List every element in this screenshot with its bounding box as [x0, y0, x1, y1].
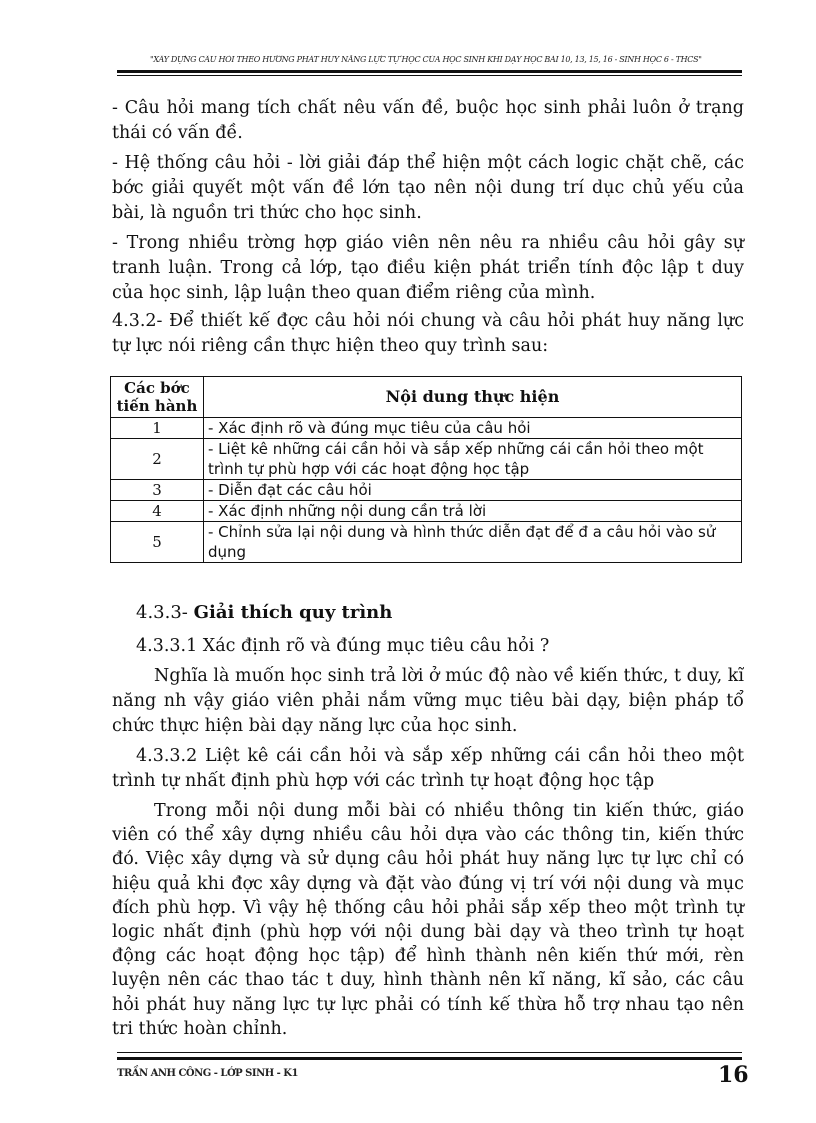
paragraph-design-procedure: 4.3.2- Để thiết kế đợc câu hỏi nói chung và câu hỏi phát huy năng lực tự lực nói riêng cần thực hiện theo quy trình sau: — [112, 311, 744, 356]
table-header-row — [111, 377, 742, 418]
section-heading — [136, 602, 392, 623]
table-cell-step: 4 — [111, 501, 204, 522]
procedure-table — [110, 376, 742, 563]
table-row — [111, 522, 742, 563]
table-cell-content: - Diễn đạt các câu hỏi — [204, 480, 742, 501]
table-row — [111, 501, 742, 522]
table-cell-content: - Xác định những nội dung cần trả lời — [204, 501, 742, 522]
paragraph-debate-questions: - Trong nhiều trờng hợp giáo viên nên nêu ra nhiều câu hỏi gây sự tranh luận. Trong cả lớp, tạo điều kiện phát triển tính độc lập t duy của học sinh, lập luận theo quan điểm riêng của mình. — [112, 233, 744, 303]
table-row — [111, 480, 742, 501]
paragraph-sequencing: Trong mỗi nội dung mỗi bài có nhiều thông tin kiến thức, giáo viên có thể xây dựng nhiều câu hỏi dựa vào các thông tin, kiến thức đó. Việc xây dựng và sử dụng câu hỏi phát huy năng lực tự lực chỉ có hiệu quả khi đợc xây dựng và đặt vào đúng vị trí với nội dung và mục đích phù hợp. Vì vậy hệ thống câu hỏi phải sắp xếp theo một trình tự logic nhất định (phù hợp với nội dung bài dạy và theo trình tự hoạt động các hoạt động học tập) để hình thành nên kiến thứ mới, rèn luyện nên các thao tác t duy, hình thành nên kĩ năng, kĩ sảo, các câu hỏi phát huy năng lực tự lực phải có tính kế thừa hỗ trợ nhau tạo nên tri thức hoàn chỉnh. — [112, 801, 744, 1039]
table-cell-step: 3 — [111, 480, 204, 501]
running-header: "XÂY DỰNG CÂU HỎI THEO HƯỚNG PHÁT HUY NĂNG LỰC TỰ HỌC CỦA HỌC SINH KHI DẠY HỌC BÀI 10, 13, 15, 16 - SINH HỌC 6 - THCS" — [150, 55, 702, 64]
paragraph-objective: Nghĩa là muốn học sinh trả lời ở múc độ nào về kiến thức, t duy, kĩ năng nh vậy giáo viên phải nắm vững mục tiêu bài dạy, biện pháp tổ chức thực hiện bài dạy năng lực của học sinh. — [112, 666, 744, 736]
header-rule-thick — [117, 70, 742, 73]
subsection-heading-1: 4.3.3.1 Xác định rõ và đúng mục tiêu câu hỏi ? — [136, 636, 550, 656]
table-header-steps: Các bớc tiến hành — [111, 377, 204, 418]
table-row — [111, 418, 742, 439]
section-number: 4.3.3- — [136, 602, 194, 623]
table-cell-content: - Xác định rõ và đúng mục tiêu của câu hỏi — [204, 418, 742, 439]
page-number: 16 — [718, 1062, 749, 1088]
paragraph-problem-questions: - Câu hỏi mang tích chất nêu vấn đề, buộc học sinh phải luôn ở trạng thái có vấn đề. — [112, 98, 744, 143]
paragraph-question-system: - Hệ thống câu hỏi - lời giải đáp thể hiện một cách logic chặt chẽ, các bớc giải quyết một vấn đề lớn tạo nên nội dung trí dục chủ yếu của bài, là nguồn tri thức cho học sinh. — [112, 153, 744, 223]
section-title: Giải thích quy trình — [193, 602, 393, 623]
footer-author: TRẦN ANH CÔNG - LỚP SINH - K1 — [117, 1068, 298, 1079]
table-cell-step: 2 — [111, 439, 204, 480]
table-cell-step: 1 — [111, 418, 204, 439]
table-cell-content: - Liệt kê những cái cần hỏi và sắp xếp những cái cần hỏi theo một trình tự phù hợp với các hoạt động học tập — [204, 439, 742, 480]
subsection-heading-2: 4.3.3.2 Liệt kê cái cần hỏi và sắp xếp những cái cần hỏi theo một trình tự nhất định phù hợp với các trình tự hoạt động học tập — [112, 746, 744, 791]
footer-rule-thick — [117, 1057, 742, 1060]
table-row — [111, 439, 742, 480]
table-cell-step: 5 — [111, 522, 204, 563]
footer-rule-thin — [117, 1052, 742, 1053]
table-header-content: Nội dung thực hiện — [204, 377, 742, 418]
table-cell-content: - Chỉnh sửa lại nội dung và hình thức diễn đạt để đ a câu hỏi vào sử dụng — [204, 522, 742, 563]
header-rule-thin — [117, 75, 742, 76]
